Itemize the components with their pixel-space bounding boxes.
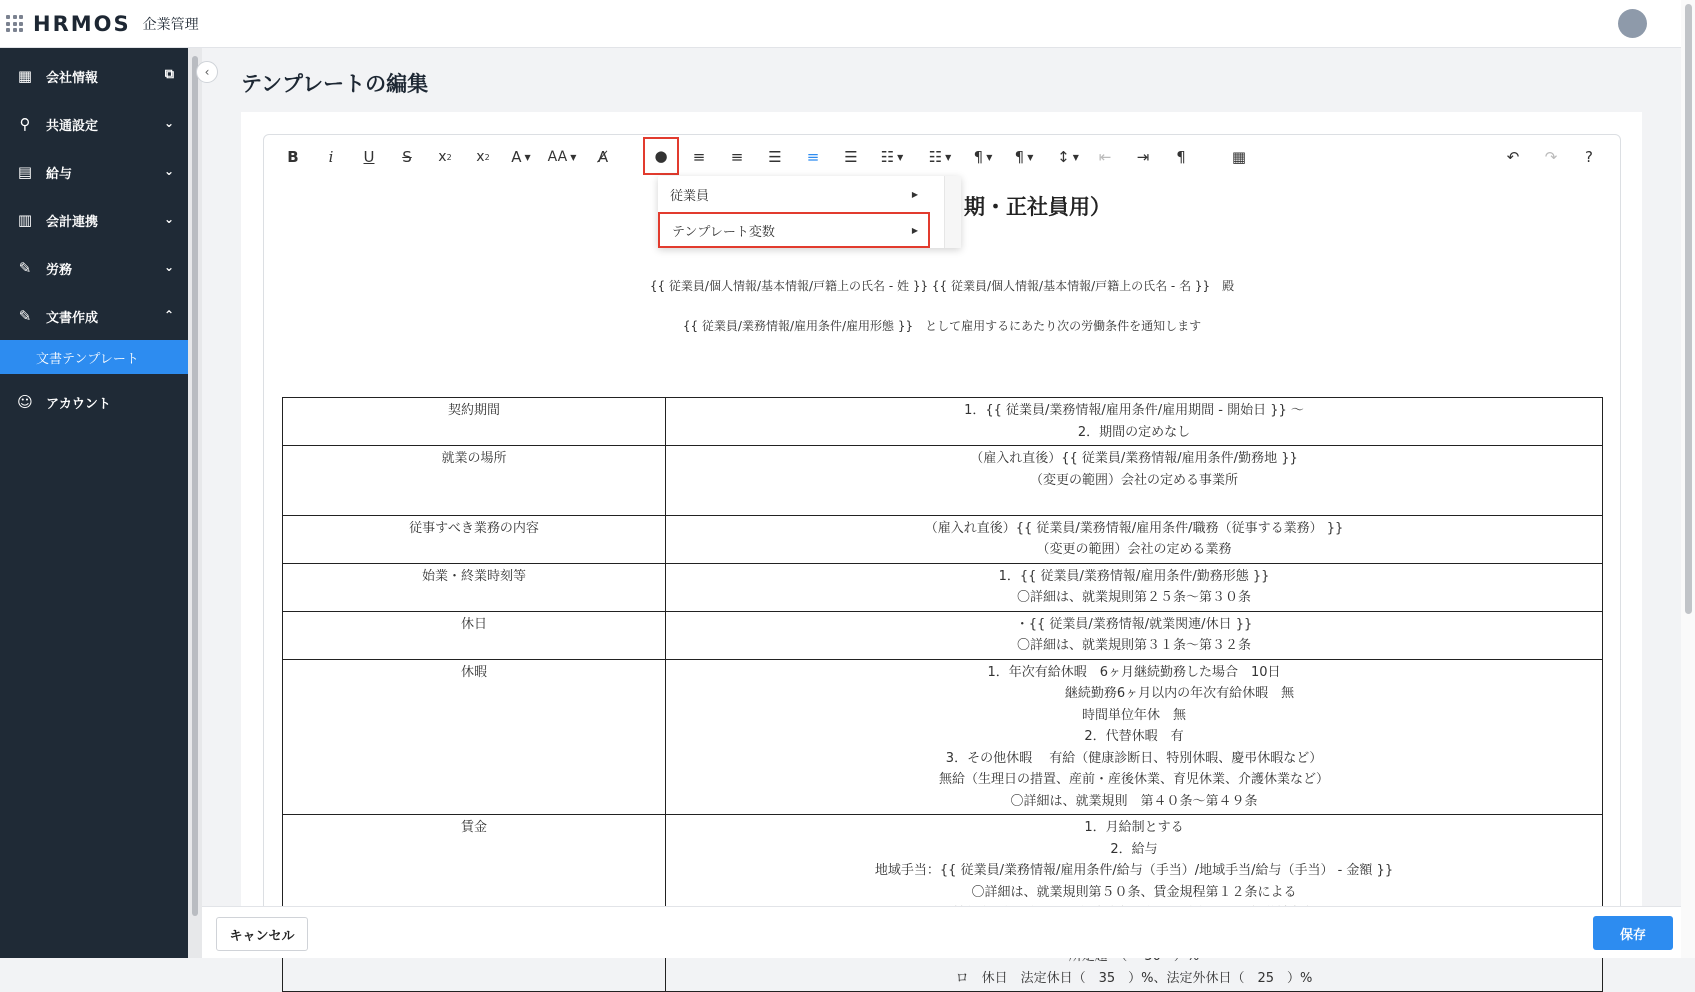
sidebar-item-label: 文書作成 — [46, 310, 99, 326]
sidebar-item-common-settings[interactable] — [0, 100, 188, 148]
content-line: 1．月給制とする — [1084, 820, 1184, 835]
row-content[interactable] — [666, 398, 1603, 446]
save-button[interactable]: 保存 — [1593, 916, 1673, 950]
page-scrollbar[interactable] — [1681, 0, 1695, 958]
content-line: 〇詳細は、就業規則第３１条〜第３２条 — [1016, 638, 1251, 653]
content-line: 3．その他休暇 有給（健康診断日、特別休暇、慶弔休暇など） — [945, 750, 1323, 766]
content-line: 時間単位年休 無 — [1081, 707, 1186, 723]
page-title: テンプレートの編集 — [241, 72, 429, 96]
content-line: （雇入れ直後）{{ 従業員/業務情報/雇用条件/職務（従事する業務） }} — [924, 520, 1344, 536]
chevron-left-icon: ‹ — [204, 65, 210, 79]
sidebar-item-document-templates[interactable]: 文書テンプレート — [0, 340, 188, 374]
font-size-icon[interactable]: AA ▼ — [547, 149, 577, 165]
subscript-icon[interactable]: x 2 — [438, 149, 452, 165]
sidebar-item-payroll[interactable] — [0, 148, 188, 196]
sidebar-item-labor[interactable] — [0, 244, 188, 292]
document-line-2: {{ 従業員/業務情報/雇用条件/雇用形態 }} として雇用するにあたり次の労働条件を通知します — [682, 319, 1202, 333]
content-line — [670, 491, 1598, 513]
row-label[interactable]: 就業の場所 — [283, 446, 666, 516]
row-content[interactable] — [666, 659, 1603, 815]
users-icon: ☺ — [17, 393, 33, 411]
menu-item-employee[interactable] — [658, 176, 928, 212]
edit-doc-icon: ✎ — [18, 307, 32, 325]
row-label[interactable]: 賃金 — [283, 815, 666, 992]
redo-icon[interactable]: ↷ — [1544, 148, 1558, 166]
app-grid-icon[interactable] — [6, 15, 23, 32]
content-line: （雇入れ直後）{{ 従業員/業務情報/雇用条件/勤務地 }} — [970, 451, 1298, 466]
content-line: （変更の範囲）会社の定める業務 — [1036, 542, 1232, 557]
caret-right-icon: ▶ — [911, 225, 918, 235]
calculator-icon: ▤ — [17, 163, 33, 181]
bold-icon[interactable]: B — [287, 148, 299, 166]
chevron-down-icon: ⌄ — [163, 164, 174, 178]
edit-doc-icon: ✎ — [18, 259, 32, 277]
product-name: 企業管理 — [142, 16, 199, 33]
content-line: 1．年次有給休暇 6ヶ月継続勤務した場合 10日 — [987, 664, 1281, 680]
row-label[interactable]: 従事すべき業務の内容 — [283, 515, 666, 563]
rich-text-editor[interactable] — [263, 134, 1621, 986]
terms-table[interactable] — [282, 397, 1603, 992]
row-label[interactable]: 契約期間 — [283, 398, 666, 446]
sidebar-item-label: 会計連携 — [46, 214, 99, 230]
row-content[interactable] — [666, 611, 1603, 659]
table-row — [283, 515, 1603, 563]
font-color-icon[interactable]: A ▼ — [511, 148, 531, 166]
content-line: 2．代替休暇 有 — [1084, 729, 1184, 744]
chevron-up-icon: ⌃ — [163, 308, 174, 322]
sidebar-item-label: 給与 — [46, 166, 73, 182]
table-row — [283, 398, 1603, 446]
document-title: 期・正社員用） — [964, 195, 1111, 219]
strikethrough-icon[interactable]: S — [402, 148, 412, 166]
cancel-button[interactable]: キャンセル — [216, 917, 308, 951]
insert-variable-icon[interactable]: ● — [643, 137, 679, 175]
external-link-icon: ⧉ — [164, 67, 174, 82]
justify-icon[interactable]: ☰ — [844, 148, 858, 166]
ordered-list-icon[interactable]: ☰ — [768, 148, 782, 166]
sidebar-item-account[interactable] — [0, 378, 188, 426]
content-line: 無給（生理日の措置、産前・産後休業、育児休業、介護休業など） — [938, 772, 1329, 787]
row-label[interactable]: 休日 — [283, 611, 666, 659]
editor-toolbar — [264, 135, 1620, 179]
sidebar-item-label: 労務 — [46, 262, 73, 278]
collapse-sidebar-button[interactable] — [196, 61, 218, 83]
indent-icon[interactable]: ⇥ — [1136, 148, 1150, 166]
italic-icon[interactable]: i — [328, 148, 334, 166]
content-line: 地域手当：{{ 従業員/業務情報/雇用条件/給与（手当）/地域手当/給与（手当） - 金額 }} — [874, 863, 1394, 878]
undo-icon[interactable]: ↶ — [1506, 148, 1520, 166]
content-line: ロ 休日 法定休日（ 35 ）%、法定外休日（ 25 ）% — [955, 970, 1313, 986]
table-row — [283, 563, 1603, 611]
table-row — [283, 659, 1603, 815]
content-line: ・{{ 従業員/業務情報/就業関連/休日 }} — [1015, 616, 1253, 632]
help-icon[interactable]: ? — [1585, 148, 1593, 166]
table-row — [283, 446, 1603, 516]
caret-right-icon: ▶ — [911, 189, 918, 199]
content-line: 〇詳細は、就業規則第２５条〜第３０条 — [1016, 590, 1251, 605]
logo[interactable]: HRMOS — [33, 11, 131, 36]
content-line: 1．{{ 従業員/業務情報/雇用条件/雇用期間 - 開始日 }} 〜 — [964, 403, 1304, 418]
row-content[interactable] — [666, 815, 1603, 992]
text-direction-icon[interactable]: ¶ — [1176, 148, 1186, 166]
sidebar-scrollbar[interactable] — [188, 48, 202, 958]
align-center-icon[interactable]: ≡ — [730, 148, 744, 166]
row-content[interactable] — [666, 515, 1603, 563]
row-label[interactable]: 休暇 — [283, 659, 666, 815]
bulleted-list-icon[interactable]: ☷ ▼ — [928, 148, 952, 166]
line-height-icon[interactable]: ↕ ▼ — [1057, 148, 1079, 166]
building-icon: ▦ — [17, 67, 33, 85]
top-bar — [0, 0, 1695, 48]
sidebar — [0, 48, 188, 958]
content-line: 2．期間の定めなし — [1077, 424, 1191, 440]
row-label[interactable]: 始業・終業時刻等 — [283, 563, 666, 611]
submenu-gutter — [944, 176, 961, 248]
align-right-icon[interactable]: ≡ — [806, 148, 820, 166]
chevron-down-icon: ⌄ — [163, 116, 174, 130]
menu-item-label: テンプレート変数 — [672, 224, 775, 240]
chevron-down-icon: ⌄ — [163, 260, 174, 274]
row-content[interactable] — [666, 563, 1603, 611]
table-row — [283, 815, 1603, 992]
table-insert-icon[interactable]: ▦ — [1231, 148, 1247, 166]
content-line: 〇詳細は、就業規則第５０条、賃金規程第１２条による — [971, 884, 1297, 900]
sidebar-item-company-info[interactable] — [0, 52, 188, 100]
sidebar-item-label: 会社情報 — [46, 70, 99, 86]
sidebar-item-accounting[interactable] — [0, 196, 188, 244]
content-line: 継続勤務6ヶ月以内の年次有給休暇 無 — [973, 686, 1295, 701]
underline-icon[interactable]: U — [363, 148, 375, 166]
table-icon: ▥ — [17, 211, 33, 229]
row-content[interactable] — [666, 446, 1603, 516]
menu-item-template-variables[interactable] — [658, 212, 930, 248]
align-left-icon[interactable]: ≡ — [692, 148, 706, 166]
sidebar-item-label: 共通設定 — [46, 118, 99, 134]
content-line: 2．給与 — [1110, 841, 1158, 857]
sidebar-item-document-creation[interactable] — [0, 292, 188, 340]
sliders-icon: ⚲ — [19, 115, 31, 133]
paragraph-format-icon[interactable]: ¶ ▼ — [973, 148, 993, 166]
footer-bar — [202, 906, 1681, 958]
content-line: （変更の範囲）会社の定める事業所 — [1029, 472, 1238, 488]
paragraph-style-icon[interactable]: ¶ ▼ — [1014, 148, 1034, 166]
avatar[interactable] — [1618, 9, 1647, 38]
menu-item-label: 従業員 — [670, 188, 710, 204]
outdent-icon[interactable]: ⇤ — [1098, 148, 1112, 166]
chevron-down-icon: ⌄ — [163, 212, 174, 226]
document-line-1: {{ 従業員/個人情報/基本情報/戸籍上の氏名 - 姓 }} {{ 従業員/個人情報/基本情報/戸籍上の氏名 - 名 }} 殿 — [649, 279, 1235, 293]
content-line: 1．{{ 従業員/業務情報/雇用条件/勤務形態 }} — [998, 568, 1270, 584]
numbered-list-icon[interactable]: ☷ ▼ — [880, 148, 904, 166]
content-line: 〇詳細は、就業規則 第４０条〜第４９条 — [1010, 793, 1258, 809]
superscript-icon[interactable]: x 2 — [476, 149, 490, 165]
clear-format-icon[interactable]: A̸ — [597, 148, 609, 166]
table-row — [283, 611, 1603, 659]
variable-dropdown-menu — [658, 176, 961, 248]
sidebar-item-label: アカウント — [46, 396, 111, 412]
